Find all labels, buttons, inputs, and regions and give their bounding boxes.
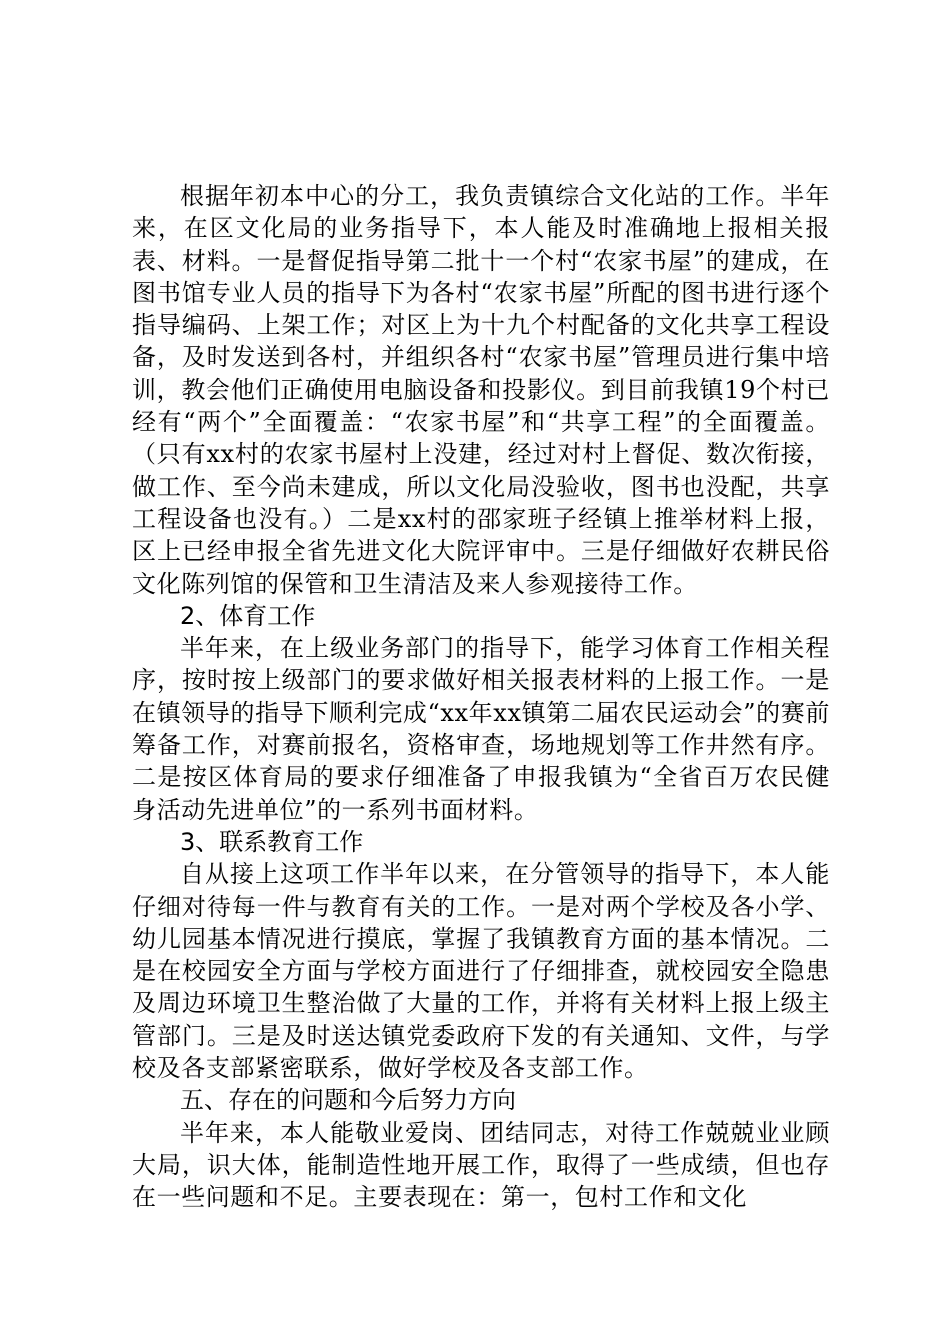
document-page <box>132 180 830 1214</box>
heading-problems-direction: 五、存在的问题和今后努力方向 <box>180 1086 516 1115</box>
paragraph-education-work: 自从接上这项工作半年以来，在分管领导的指导下，本人能仔细对待每一件与教育有关的工作。一是对两个学校及各小学、幼儿园基本情况进行摸底，掌握了我镇教育方面的基本情况。二是在校园安全方面与学校方面进行了仔细排查，就校园安全隐患及周边环境卫生整治做了大量的工作，并将有关材料上报上级主管部门。三是及时送达镇党委政府下发的有关通知、文件，与学校及各支部紧密联系，做好学校及各支部工作。 <box>132 860 830 1083</box>
paragraph-sports-work: 半年来，在上级业务部门的指导下，能学习体育工作相关程序，按时按上级部门的要求做好相关报表材料的上报工作。一是在镇领导的指导下顺利完成“xx年xx镇第二届农民运动会”的赛前筹备工作，对赛前报名，资格审查，场地规划等工作井然有序。二是按区体育局的要求仔细准备了申报我镇为“全省百万农民健身活动先进单位”的一系列书面材料。 <box>132 634 830 824</box>
paragraph-problems: 半年来，本人能敬业爱岗、团结同志，对待工作兢兢业业顾大局，识大体，能制造性地开展工作，取得了一些成绩，但也存在一些问题和不足。主要表现在：第一，包村工作和文化 <box>132 1118 830 1212</box>
heading-sports-work: 2、体育工作 <box>180 601 316 630</box>
paragraph-culture-station: 根据年初本中心的分工，我负责镇综合文化站的工作。半年来，在区文化局的业务指导下，本人能及时准确地上报相关报表、材料。一是督促指导第二批十一个村“农家书屋”的建成，在图书馆专业人员的指导下为各村“农家书屋”所配的图书进行逐个指导编码、上架工作；对区上为十九个村配备的文化共享工程设备，及时发送到各村，并组织各村“农家书屋”管理员进行集中培训，教会他们正确使用电脑设备和投影仪。到目前我镇19个村已经有“两个”全面覆盖：“农家书屋”和“共享工程”的全面覆盖。（只有xx村的农家书屋村上没建，经过对村上督促、数次衔接，做工作、至今尚未建成，所以文化局没验收，图书也没配，共享工程设备也没有。）二是xx村的邵家班子经镇上推举材料上报，区上已经申报全省先进文化大院评审中。三是仔细做好农耕民俗文化陈列馆的保管和卫生清洁及来人参观接待工作。 <box>132 182 830 598</box>
heading-education-work: 3、联系教育工作 <box>180 827 364 856</box>
